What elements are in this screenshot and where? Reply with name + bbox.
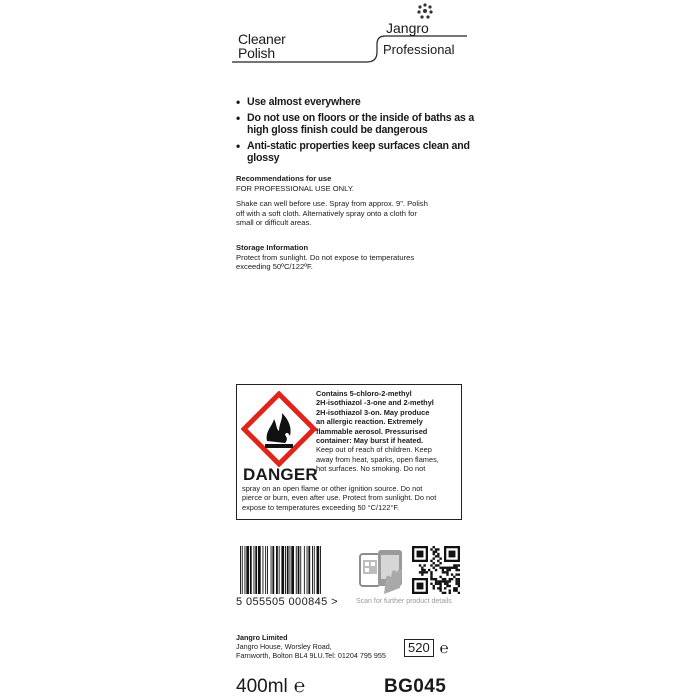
recommendations-heading: Recommendations for use	[236, 174, 332, 183]
qr-module	[455, 578, 457, 580]
barcode-bar	[298, 546, 300, 594]
barcode-bar	[281, 546, 284, 594]
storage-section	[236, 243, 466, 272]
qr-module	[426, 571, 428, 573]
volume-mark	[404, 639, 449, 657]
qr-module	[455, 567, 457, 569]
brand-tagline: Professional	[383, 42, 455, 57]
barcode-bar	[272, 546, 274, 594]
qr-module	[437, 580, 439, 582]
qr-module	[437, 548, 439, 550]
bullet-icon: •	[236, 95, 241, 109]
logo-text: Jangro	[386, 20, 429, 36]
qr-module	[455, 580, 457, 582]
qr-module	[449, 578, 451, 580]
company-address: Jangro House, Worsley Road,	[236, 642, 332, 651]
barcode-bar	[254, 546, 255, 594]
barcode-bar	[258, 546, 261, 594]
hazard-line: 2H-isothiazol 3-on. May produce	[316, 407, 430, 417]
qr-module	[435, 548, 437, 550]
qr-module	[430, 548, 432, 550]
qr-module	[449, 569, 451, 571]
barcode-bar	[304, 546, 305, 594]
hazard-line: an allergic reaction. Extremely	[316, 417, 423, 427]
company-block	[236, 633, 406, 660]
qr-module	[433, 567, 435, 569]
hazard-statements	[316, 389, 462, 474]
qr-module	[439, 583, 441, 585]
qr-module	[446, 571, 448, 573]
qr-module	[433, 587, 435, 589]
qr-module	[455, 583, 457, 585]
qr-module	[437, 564, 439, 566]
qr-module	[444, 592, 446, 594]
qr-module	[421, 571, 423, 573]
qr-module	[442, 567, 444, 569]
storage-line: exceeding 50ºC/122ºF.	[236, 262, 313, 272]
qr-module	[458, 578, 460, 580]
qr-finder	[449, 551, 456, 558]
barcode-bar	[263, 546, 264, 594]
bullet-icon: •	[236, 138, 241, 153]
qr-module	[444, 583, 446, 585]
hazard-line: expose to temperatures exceeding 50 °C/122°F.	[242, 502, 400, 512]
qr-module	[446, 573, 448, 575]
hazard-line: Keep out of reach of children. Keep	[316, 445, 432, 455]
hazard-box	[236, 384, 462, 520]
company-name: Jangro Limited	[236, 633, 288, 642]
hazard-line: Contains 5-chloro-2-methyl	[316, 389, 412, 398]
qr-module	[433, 551, 435, 553]
barcode-bar	[320, 546, 321, 594]
qr-module	[458, 583, 460, 585]
hazard-full-lines	[242, 484, 460, 512]
qr-module	[451, 578, 453, 580]
feature-text: Do not use on floors or the inside of baths as a high gloss finish could be dangerous	[247, 111, 475, 137]
volume-mark-value: 520	[404, 639, 434, 657]
qr-module	[444, 587, 446, 589]
qr-module	[433, 546, 435, 548]
recommendations-section	[236, 174, 466, 228]
qr-module	[455, 589, 457, 591]
qr-module	[453, 576, 455, 578]
qr-module	[421, 573, 423, 575]
qr-module	[442, 578, 444, 580]
volume-text: 400ml	[236, 676, 288, 697]
qr-module	[430, 560, 432, 562]
barcode-bar	[291, 546, 294, 594]
hazard-line: hot surfaces. No smoking. Do not	[316, 464, 426, 474]
jangro-logo	[376, 2, 456, 40]
qr-module	[437, 555, 439, 557]
barcode-bar	[267, 546, 268, 594]
qr-module	[458, 569, 460, 571]
barcode-bar	[279, 546, 280, 594]
qr-module	[451, 573, 453, 575]
qr-module	[458, 592, 460, 594]
barcode	[236, 546, 348, 608]
hazard-line: pierce or burn, even after use. Protect from sunlight. Do not	[242, 493, 437, 503]
qr-module	[433, 557, 435, 559]
qr-module	[421, 569, 423, 571]
qr-module	[453, 567, 455, 569]
jangro-swirl-icon	[414, 2, 436, 20]
hazard-signal-word: DANGER	[243, 465, 318, 484]
flammable-pictogram-icon	[241, 391, 317, 467]
qr-module	[433, 562, 435, 564]
qr-module	[423, 569, 425, 571]
barcode-bar	[255, 546, 257, 594]
qr-module	[449, 585, 451, 587]
barcode-bar	[250, 546, 252, 594]
barcode-bar	[285, 546, 286, 594]
recommendations-para-line: off with a soft cloth. Alternatively spray onto a cloth for	[236, 208, 417, 218]
qr-module	[435, 569, 437, 571]
hazard-line: 2H-isothiazol -3-one and 2-methyl	[316, 398, 434, 408]
barcode-bar	[265, 546, 266, 594]
qr-module	[435, 578, 437, 580]
qr-module	[439, 567, 441, 569]
bullet-icon: •	[236, 110, 241, 125]
qr-module	[439, 562, 441, 564]
qr-module	[428, 569, 430, 571]
barcode-bar	[300, 546, 301, 594]
qr-module	[433, 585, 435, 587]
qr-module	[433, 553, 435, 555]
barcode-bar	[317, 546, 320, 594]
storage-line: Protect from sunlight. Do not expose to temperatures	[236, 252, 415, 262]
qr-module	[446, 585, 448, 587]
barcode-bar	[296, 546, 297, 594]
product-code: BG045	[384, 676, 447, 697]
feature-item	[236, 140, 476, 165]
qr-module	[439, 587, 441, 589]
qr-module	[430, 578, 432, 580]
hazard-line: container: May burst if heated.	[316, 436, 424, 446]
qr-module	[435, 555, 437, 557]
qr-module	[437, 553, 439, 555]
qr-module	[435, 583, 437, 585]
qr-module	[442, 569, 444, 571]
qr-module	[430, 583, 432, 585]
barcode-digits: 5 055505 000845 >	[236, 596, 338, 608]
barcode-bars	[240, 546, 350, 594]
barcode-bar	[290, 546, 291, 594]
qr-finder	[417, 551, 424, 558]
qr-finder	[417, 583, 424, 590]
qr-module	[439, 576, 441, 578]
qr-module	[446, 567, 448, 569]
qr-module	[455, 587, 457, 589]
qr-module	[449, 589, 451, 591]
qr-module	[435, 551, 437, 553]
hazard-line: flammable aerosol. Pressurised	[316, 426, 428, 436]
qr-module	[444, 571, 446, 573]
qr-module	[458, 585, 460, 587]
qr-module	[442, 592, 444, 594]
recommendations-para-line: Shake can well before use. Spray from approx. 9". Polish	[236, 199, 428, 209]
qr-module	[455, 569, 457, 571]
product-name-line1: Cleaner	[238, 31, 286, 47]
qr-module	[458, 573, 460, 575]
barcode-bar	[287, 546, 289, 594]
barcode-bar	[240, 546, 241, 594]
feature-text: Anti-static properties keep surfaces clean and glossy	[247, 139, 470, 165]
scan-caption: Scan for further product details	[356, 598, 452, 605]
qr-module	[430, 573, 432, 575]
storage-heading: Storage Information	[236, 243, 309, 252]
barcode-bar	[312, 546, 313, 594]
qr-code[interactable]	[412, 546, 460, 594]
scan-phone-icon	[356, 548, 408, 596]
qr-module	[433, 578, 435, 580]
barcode-bar	[307, 546, 308, 594]
qr-module	[439, 557, 441, 559]
qr-module	[453, 589, 455, 591]
product-name-line2: Polish	[238, 45, 275, 61]
barcode-bar	[276, 546, 278, 594]
qr-module	[437, 560, 439, 562]
qr-module	[419, 571, 421, 573]
feature-list	[236, 96, 476, 168]
qr-module	[458, 580, 460, 582]
qr-module	[437, 587, 439, 589]
qr-module	[437, 583, 439, 585]
qr-module	[451, 567, 453, 569]
qr-module	[449, 592, 451, 594]
qr-module	[421, 567, 423, 569]
hazard-line: away from heat, sparks, open flames,	[316, 454, 439, 464]
qr-module	[430, 576, 432, 578]
feature-text: Use almost everywhere	[247, 96, 361, 108]
qr-module	[446, 569, 448, 571]
footer-volume	[236, 676, 305, 698]
qr-module	[453, 564, 455, 566]
company-address: Farnworth, Bolton BL4 9LU.Tel: 01204 795 955	[236, 651, 386, 660]
qr-module	[446, 580, 448, 582]
qr-module	[439, 585, 441, 587]
e-mark-icon: ℮	[439, 639, 449, 657]
qr-module	[423, 571, 425, 573]
qr-module	[449, 567, 451, 569]
barcode-bar	[246, 546, 249, 594]
barcode-bar	[242, 546, 243, 594]
qr-module	[435, 564, 437, 566]
barcode-bar	[271, 546, 272, 594]
recommendations-para-line: small or difficult areas.	[236, 218, 312, 228]
qr-module	[442, 571, 444, 573]
recommendations-line: FOR PROFESSIONAL USE ONLY.	[236, 183, 355, 193]
qr-module	[439, 580, 441, 582]
feature-item	[236, 96, 476, 109]
qr-module	[439, 589, 441, 591]
feature-item	[236, 112, 476, 137]
qr-module	[455, 573, 457, 575]
qr-module	[430, 571, 432, 573]
estimated-sign-icon: ℮	[293, 676, 306, 697]
qr-module	[423, 564, 425, 566]
qr-module	[444, 580, 446, 582]
qr-module	[442, 580, 444, 582]
qr-module	[444, 567, 446, 569]
barcode-bar	[245, 546, 246, 594]
qr-module	[444, 578, 446, 580]
qr-module	[435, 580, 437, 582]
qr-module	[453, 587, 455, 589]
qr-module	[458, 564, 460, 566]
barcode-bar	[308, 546, 310, 594]
barcode-bar	[314, 546, 315, 594]
hazard-line: spray on an open flame or other ignition source. Do not	[242, 484, 423, 493]
qr-module	[419, 564, 421, 566]
qr-module	[455, 564, 457, 566]
qr-module	[449, 580, 451, 582]
qr-module	[446, 583, 448, 585]
qr-module	[430, 564, 432, 566]
